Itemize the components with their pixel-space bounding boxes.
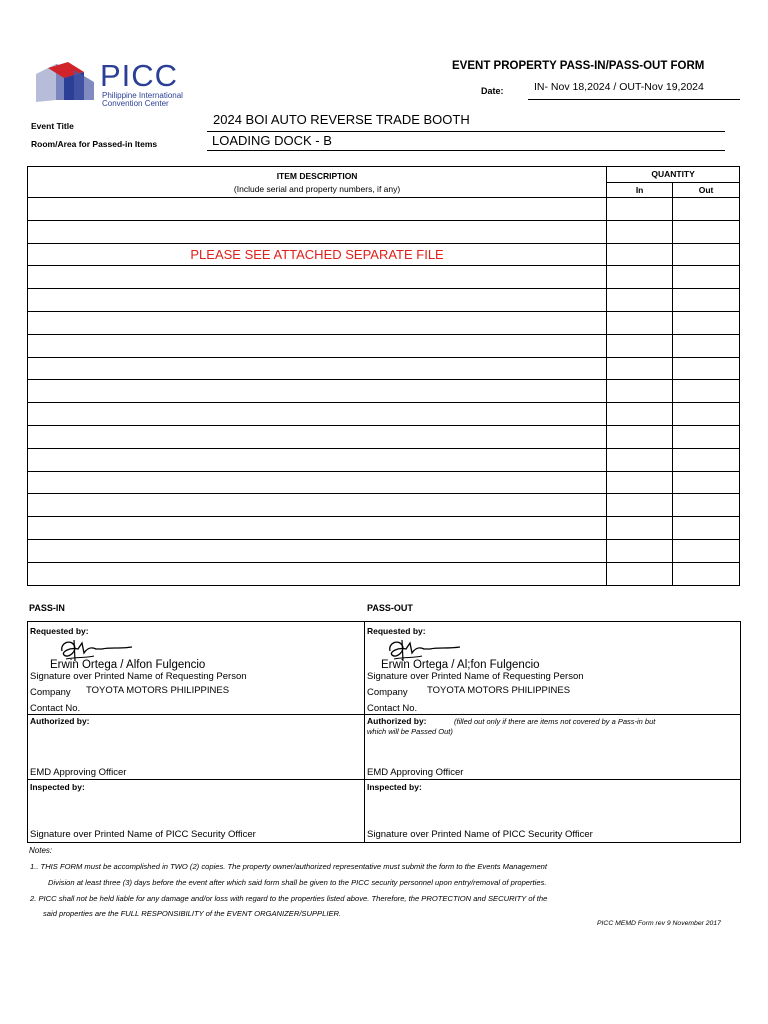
picc-logo <box>34 60 204 108</box>
desc-header-cell <box>28 167 607 198</box>
qty-header: QUANTITY <box>607 167 740 183</box>
note-2-line-1: 2. PICC shall not be held liable for any damage and/or loss with regard to the properties listed above. Therefore, the PROTECTION and SECURITY of the <box>30 894 548 903</box>
form-title: EVENT PROPERTY PASS-IN/PASS-OUT FORM <box>452 60 705 72</box>
pass-in-inspected-label: Inspected by: <box>30 782 85 792</box>
event-title-value: 2024 BOI AUTO REVERSE TRADE BOOTH <box>213 112 470 127</box>
room-underline <box>207 150 725 151</box>
table-row <box>28 562 740 585</box>
note-1-line-2: Division at least three (3) days before the event after which said form shall be given to the PICC security personnel upon entry/removal of properties. <box>48 878 547 887</box>
table-row <box>28 403 740 426</box>
pass-in-contact-label: Contact No. <box>30 703 81 714</box>
grid-divider-vertical <box>364 621 365 842</box>
table-row <box>28 448 740 471</box>
pass-out-company-label: Company <box>367 687 408 698</box>
pass-out-authorized-label: Authorized by: <box>367 716 427 726</box>
pass-in-sig-label: Signature over Printed Name of Requesting Person <box>30 671 247 682</box>
table-row <box>28 198 740 221</box>
pass-out-approving-label: EMD Approving Officer <box>367 767 464 778</box>
desc-header: ITEM DESCRIPTION <box>276 170 358 181</box>
table-row <box>28 357 740 380</box>
event-title-label: Event Title <box>31 121 74 131</box>
table-row <box>28 311 740 334</box>
pass-out-requested-label: Requested by: <box>367 626 426 636</box>
logo-line2: Convention Center <box>102 99 169 108</box>
table-row <box>28 471 740 494</box>
table-row <box>28 539 740 562</box>
table-row <box>28 425 740 448</box>
table-header-row <box>28 167 740 183</box>
pass-out-company-value: TOYOTA MOTORS PHILIPPINES <box>427 685 571 696</box>
table-row <box>28 380 740 403</box>
attached-file-note: PLEASE SEE ATTACHED SEPARATE FILE <box>28 243 607 266</box>
table-row <box>28 220 740 243</box>
desc-subheader: (Include serial and property numbers, if any) <box>233 183 401 194</box>
pass-out-authorized-note2: which will be Passed Out) <box>367 727 453 736</box>
pass-out-contact-label: Contact No. <box>367 703 418 714</box>
pass-in-company-value: TOYOTA MOTORS PHILIPPINES <box>86 685 230 696</box>
pass-out-sig-label: Signature over Printed Name of Requesting Person <box>367 671 584 682</box>
date-underline <box>528 99 740 100</box>
table-row <box>28 289 740 312</box>
pass-out-heading: PASS-OUT <box>367 603 413 613</box>
grid-divider-2 <box>27 779 740 780</box>
in-header: In <box>607 182 673 198</box>
note-1-line-1: 1.. THIS FORM must be accomplished in TWO (2) copies. The property owner/authorized representative must submit the form to the Events Management <box>30 862 548 871</box>
pass-in-company-label: Company <box>30 687 71 698</box>
table-row <box>28 494 740 517</box>
pass-out-security-label: Signature over Printed Name of PICC Security Officer <box>367 829 593 840</box>
date-value: IN- Nov 18,2024 / OUT-Nov 19,2024 <box>534 81 704 93</box>
notes-heading: Notes: <box>29 846 53 855</box>
logo-name: PICC <box>100 58 179 93</box>
out-header: Out <box>673 182 740 198</box>
form-revision-footer: PICC MEMD Form rev 9 November 2017 <box>597 920 721 927</box>
logo-line1: Philippine International <box>102 91 183 100</box>
grid-divider-1 <box>27 714 740 715</box>
table-row <box>28 517 740 540</box>
pass-in-requester-name: Erwin Ortega / Alfon Fulgencio <box>50 659 206 671</box>
table-row <box>28 266 740 289</box>
note-2-line-2: said properties are the FULL RESPONSIBILITY of the EVENT ORGANIZER/SUPPLIER. <box>43 909 342 918</box>
event-title-underline <box>207 131 725 132</box>
table-row <box>28 243 740 266</box>
room-value: LOADING DOCK - B <box>212 133 332 148</box>
pass-in-heading: PASS-IN <box>29 603 65 613</box>
pass-out-inspected-label: Inspected by: <box>367 782 422 792</box>
pass-in-security-label: Signature over Printed Name of PICC Security Officer <box>30 829 256 840</box>
pass-in-requested-label: Requested by: <box>30 626 89 636</box>
pass-out-requester-name: Erwin Ortega / Al;fon Fulgencio <box>381 659 540 671</box>
picc-logo-mark <box>34 60 96 104</box>
pass-in-authorized-label: Authorized by: <box>30 716 90 726</box>
room-label: Room/Area for Passed-in Items <box>31 139 158 149</box>
items-table <box>27 166 740 586</box>
date-label: Date: <box>481 86 504 96</box>
table-row <box>28 334 740 357</box>
pass-out-authorized-note: (filled out only if there are items not covered by a Pass-in but <box>454 717 656 726</box>
pass-in-approving-label: EMD Approving Officer <box>30 767 127 778</box>
